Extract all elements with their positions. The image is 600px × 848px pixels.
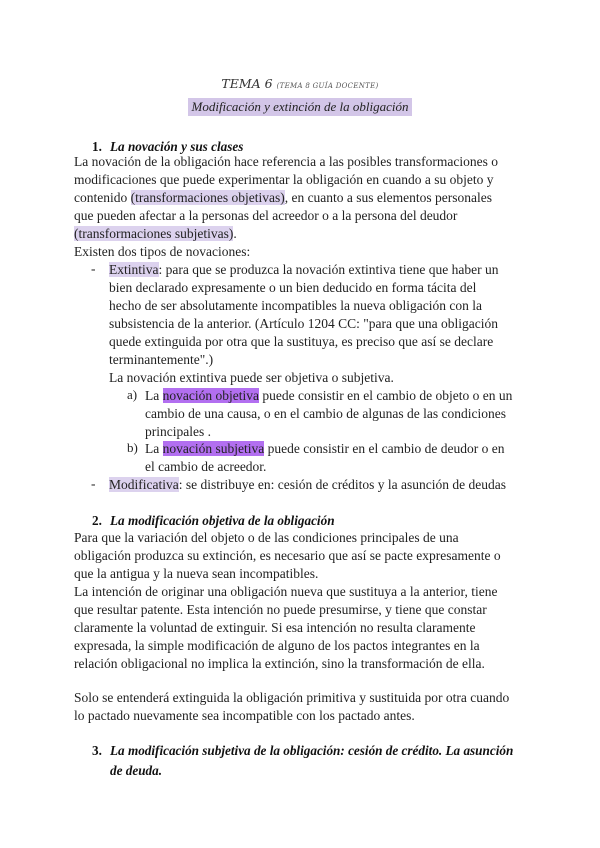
section2-heading-text: La modificación objetiva de la obligación — [110, 513, 335, 528]
s2-line2: obligación produzca su extinción, es necesario que así se pacte expresamente o — [74, 548, 501, 563]
highlight-modificativa: Modificativa — [109, 477, 179, 492]
s1-p1-line3 — [74, 189, 492, 207]
highlight-novacion-objetiva: novación objetiva — [162, 388, 259, 403]
extintiva-line1-text: : para que se produzca la novación extintiva tiene que haber un — [158, 262, 499, 277]
extintiva-line4: subsistencia de la anterior. (Artículo 1204 CC: "para que una obligación — [109, 316, 499, 331]
section2-number: 2. — [92, 513, 102, 528]
sub-a-line1 — [145, 387, 512, 405]
s2-line1: Para que la variación del objeto o de las condiciones principales de una — [74, 530, 459, 545]
section1-heading-text: La novación y sus clases — [110, 139, 244, 154]
sub-b-marker: b) — [127, 440, 138, 455]
s2-p2-line2: lo pactado nuevamente sea incompatible con los pactado antes. — [74, 708, 415, 723]
s1-p1-line2: modificaciones que puede experimentar la obligación en cuando a su objeto y — [74, 172, 494, 187]
extintiva-line7: La novación extintiva puede ser objetiva o subjetiva. — [109, 370, 394, 385]
sub-b-pre: La — [145, 441, 163, 456]
s2-line7: expresada, la simple modificación de alguno de los pactos integrantes en la — [74, 638, 480, 653]
s2-p2-line1: Solo se entenderá extinguida la obligación primitiva y sustituida por otra cuando — [74, 690, 510, 705]
section3-heading — [92, 743, 513, 759]
extintiva-line1 — [109, 261, 499, 279]
sub-a-marker: a) — [127, 387, 138, 402]
s2-line6: claramente la voluntad de extinguir. Si esa intención no resulta claramente — [74, 620, 476, 635]
section2-heading — [92, 513, 335, 529]
s1-p1-period: . — [233, 226, 237, 241]
extintiva-line5: quede extinguida por otra que la sustituya, es preciso que así se declare — [109, 334, 494, 349]
sub-a-line2: cambio de una causa, o en el cambio de algunas de las condiciones — [145, 406, 506, 421]
sub-a-line3: principales . — [145, 424, 211, 439]
s1-p1-line5 — [74, 225, 237, 243]
sub-b-line1 — [145, 440, 505, 458]
s1-p1-line4: que pueden afectar a la personas del acreedor o a la persona del deudor — [74, 208, 458, 223]
s1-p1-contenido: contenido — [74, 190, 131, 205]
sub-b-line2: el cambio de acreedor. — [145, 459, 267, 474]
extintiva-line6: terminantemente".) — [109, 352, 214, 367]
highlight-transformaciones-subjetivas: (transformaciones subjetivas) — [74, 226, 234, 241]
extintiva-line3: hecho de ser absolutamente incompatibles la nueva obligación con la — [109, 298, 482, 313]
modificativa-text: : se distribuye en: cesión de créditos y la asunción de deudas — [178, 477, 507, 492]
s1-p1-line1: La novación de la obligación hace referencia a las posibles transformaciones o — [74, 154, 498, 169]
s2-line5: que resultar patente. Esta intención no puede presumirse, y tiene que constar — [74, 602, 487, 617]
title-note: (TEMA 8 GUÍA DOCENTE) — [276, 82, 379, 90]
section3-number: 3. — [92, 743, 102, 758]
s1-types-intro: Existen dos tipos de novaciones: — [74, 244, 251, 259]
highlight-extintiva: Extintiva — [109, 262, 159, 277]
s2-line8: relación obligacional no implica la extinción, sino la transformación de ella. — [74, 656, 485, 671]
modificativa-line — [109, 476, 506, 494]
s1-p1-line3-rest: , en cuanto a sus elementos personales — [284, 190, 493, 205]
s2-line3: que la antigua y la nueva sean incompatibles. — [74, 566, 319, 581]
highlight-novacion-subjetiva: novación subjetiva — [162, 441, 265, 456]
page-subtitle: Modificación y extinción de la obligación — [188, 98, 413, 116]
sub-a-pre: La — [145, 388, 163, 403]
section3-heading-line2: de deuda. — [110, 763, 163, 778]
highlight-transformaciones-objetivas: (transformaciones objetivas) — [130, 190, 285, 205]
section1-number: 1. — [92, 139, 102, 154]
s2-line4: La intención de originar una obligación nueva que sustituya a la anterior, tiene — [74, 584, 498, 599]
subtitle-wrap — [0, 98, 600, 116]
sub-b-line1-text: puede consistir en el cambio de deudor o en — [264, 441, 505, 456]
bullet-dash-extintiva: - — [91, 261, 96, 276]
sub-a-line1-text: puede consistir en el cambio de objeto o en un — [258, 388, 513, 403]
section3-heading-line1: La modificación subjetiva de la obligación: cesión de crédito. La asunción — [110, 743, 514, 758]
title-main: TEMA 6 — [221, 76, 273, 91]
bullet-dash-modificativa: - — [91, 476, 96, 491]
page-title — [0, 76, 600, 91]
extintiva-line2: bien declarado expresamente o un bien deducido en forma tácita del — [109, 280, 477, 295]
